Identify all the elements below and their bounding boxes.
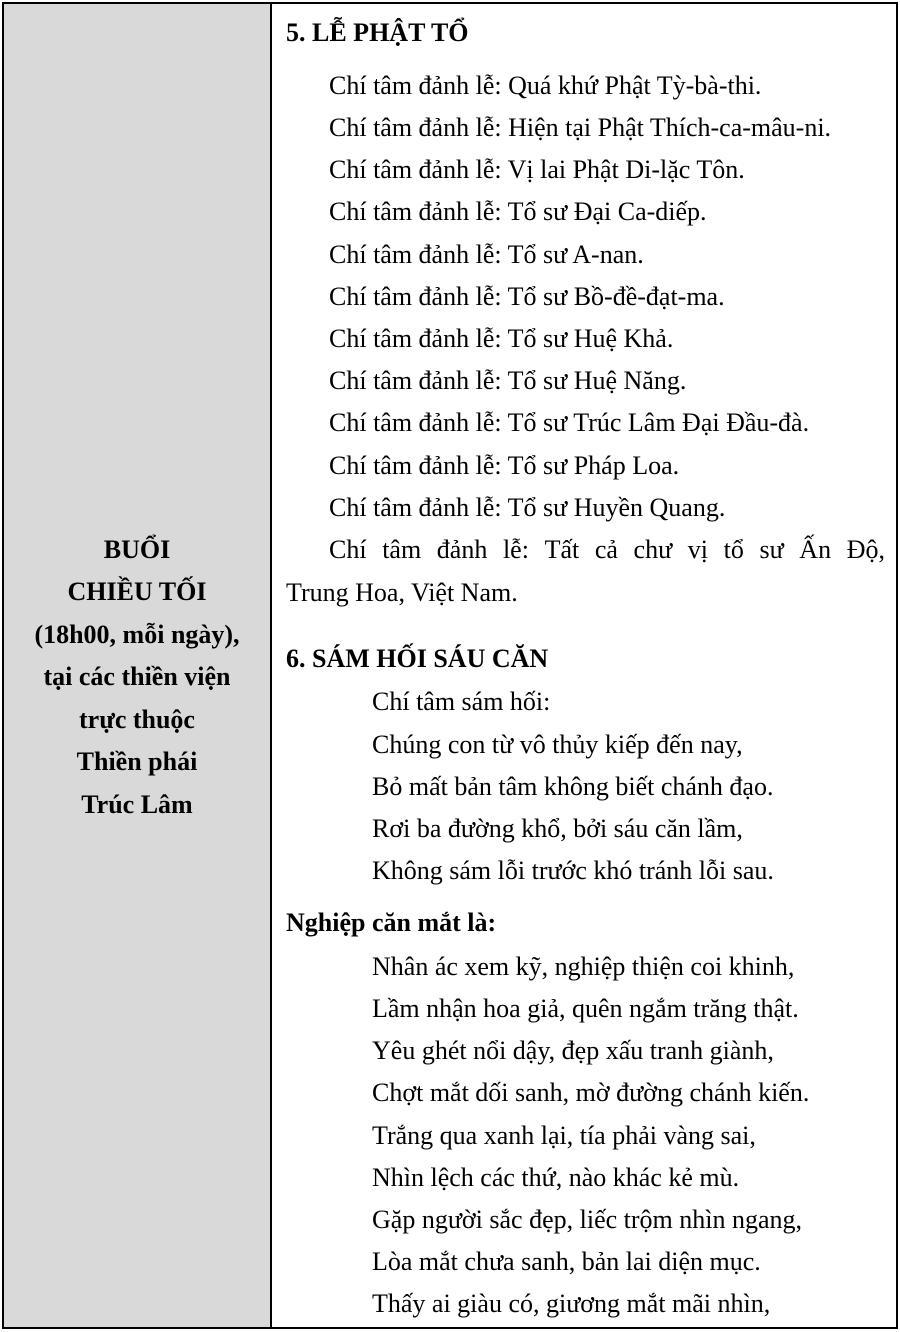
word: Tất	[544, 535, 580, 564]
session-line: Thiền phái	[76, 747, 198, 777]
content-cell	[272, 4, 896, 1327]
session-label	[34, 529, 239, 827]
prostration-line: Chí tâm đảnh lễ: Tổ sư Trúc Lâm Đại Đầu-đà.	[329, 408, 810, 437]
prostration-line: Chí tâm đảnh lễ: Hiện tại Phật Thích-ca-mâu-ni.	[329, 113, 832, 142]
word: Ấn	[799, 535, 832, 564]
word: Chí	[329, 535, 367, 564]
prostration-line: Chí tâm đảnh lễ: Tổ sư Huệ Khả.	[329, 324, 674, 353]
verse-line: Nhìn lệch các thứ, nào khác kẻ mù.	[372, 1163, 740, 1192]
prostration-line: Chí tâm đảnh lễ: Quá khứ Phật Tỳ-bà-thi.	[329, 71, 762, 100]
word: sư	[759, 535, 784, 564]
section5-title: 5. LỄ PHẬT TỔ	[286, 18, 469, 47]
verse-line: Lòa mắt chưa sanh, bản lai diện mục.	[372, 1247, 761, 1276]
verse-line: Yêu ghét nổi dậy, đẹp xấu tranh giành,	[372, 1036, 774, 1065]
repentance-line: Bỏ mất bản tâm không biết chánh đạo.	[372, 772, 774, 801]
word: tổ	[723, 535, 744, 564]
session-line: CHIỀU TỐI	[67, 577, 207, 607]
prostration-line: Chí tâm đảnh lễ: Tổ sư Pháp Loa.	[329, 451, 680, 480]
word: cả	[594, 535, 618, 564]
session-line: trực thuộc	[79, 704, 195, 734]
word: chư	[633, 535, 673, 564]
session-cell	[4, 4, 272, 1327]
word: tâm	[382, 535, 422, 564]
prostration-line: Chí tâm đảnh lễ: Vị lai Phật Di-lặc Tôn.	[329, 155, 745, 184]
prostration-continuation: Trung Hoa, Việt Nam.	[286, 578, 518, 607]
repentance-line: Chúng con từ vô thủy kiếp đến nay,	[372, 730, 743, 759]
word: lễ:	[502, 535, 529, 564]
prostration-line: Chí tâm đảnh lễ: Tổ sư A-nan.	[329, 240, 644, 269]
session-line: BUỔI	[103, 534, 171, 564]
session-line: Trúc Lâm	[81, 789, 193, 819]
repentance-line: Rơi ba đường khổ, bởi sáu căn lầm,	[372, 814, 743, 843]
verse-line: Lầm nhận hoa giả, quên ngắm trăng thật.	[372, 994, 799, 1023]
section6-title: 6. SÁM HỐI SÁU CĂN	[286, 644, 549, 673]
repentance-line: Không sám lỗi trước khó tránh lỗi sau.	[372, 856, 774, 885]
eye-karma-subheading: Nghiệp căn mắt là:	[286, 908, 497, 937]
verse-line: Nhân ác xem kỹ, nghiệp thiện coi khinh,	[372, 952, 795, 981]
verse-line: Thấy ai giàu có, giương mắt mãi nhìn,	[372, 1289, 771, 1318]
word: Độ,	[846, 535, 885, 564]
prostration-line: Chí tâm đảnh lễ: Tổ sư Huệ Năng.	[329, 366, 687, 395]
verse-line: Trắng qua xanh lại, tía phải vàng sai,	[372, 1121, 756, 1150]
session-line: (18h00, mỗi ngày),	[34, 619, 240, 649]
verse-line: Chợt mắt dối sanh, mờ đường chánh kiến.	[372, 1078, 810, 1107]
word: vị	[687, 535, 709, 564]
prostration-line: Chí tâm đảnh lễ: Tổ sư Đại Ca-diếp.	[329, 197, 707, 226]
repentance-line: Chí tâm sám hối:	[372, 687, 551, 716]
prostration-line: Chí tâm đảnh lễ: Tổ sư Bồ-đề-đạt-ma.	[329, 282, 725, 311]
liturgy-table	[2, 2, 898, 1329]
prostration-line: Chí tâm đảnh lễ: Tổ sư Huyền Quang.	[329, 493, 726, 522]
verse-line: Gặp người sắc đẹp, liếc trộm nhìn ngang,	[372, 1205, 803, 1234]
word: đảnh	[436, 535, 488, 564]
prostration-line-justified	[329, 535, 885, 565]
session-line: tại các thiền viện	[43, 662, 231, 692]
